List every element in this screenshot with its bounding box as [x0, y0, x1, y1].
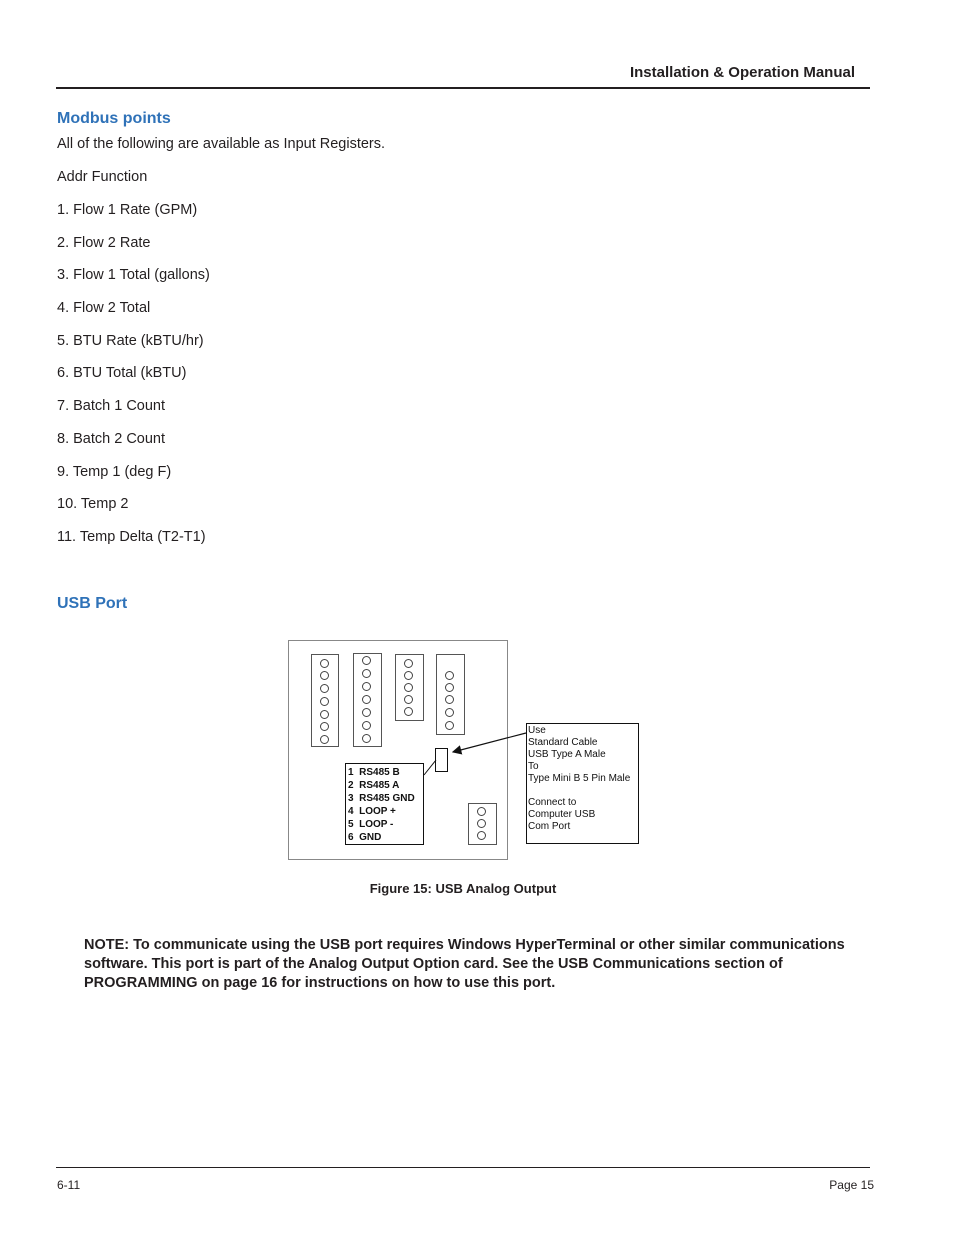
section-number: 6-11: [57, 1178, 81, 1192]
modbus-heading: Modbus points: [57, 110, 171, 127]
terminal-pin: [404, 707, 413, 716]
callout-line: To: [528, 761, 539, 772]
terminal-block-4: [436, 654, 465, 735]
terminal-pin: [445, 671, 454, 680]
header-rule: [56, 87, 870, 89]
callout-line: Connect to: [528, 797, 577, 808]
pinout-line: 1 RS485 B: [348, 767, 400, 778]
terminal-pin: [320, 697, 329, 706]
pinout-legend: [345, 763, 424, 845]
usb-cable-callout: [526, 723, 639, 844]
terminal-pin: [445, 695, 454, 704]
footer-rule: [56, 1167, 870, 1168]
terminal-block-5: [468, 803, 497, 845]
terminal-pin: [320, 684, 329, 693]
pinout-line: 3 RS485 GND: [348, 793, 415, 804]
terminal-pin: [477, 831, 486, 840]
terminal-pin: [477, 819, 486, 828]
terminal-pin: [445, 708, 454, 717]
terminal-pin: [445, 721, 454, 730]
terminal-pin: [362, 734, 371, 743]
usb-mini-b-port: [435, 748, 448, 772]
callout-line: Computer USB: [528, 809, 596, 820]
modbus-point: 11. Temp Delta (T2-T1): [57, 529, 206, 545]
terminal-pin: [362, 708, 371, 717]
terminal-pin: [320, 710, 329, 719]
terminal-pin: [404, 695, 413, 704]
modbus-intro: All of the following are available as Input Registers.: [57, 136, 386, 152]
pinout-line: 2 RS485 A: [348, 780, 400, 791]
terminal-block-2: [353, 653, 382, 747]
terminal-pin: [362, 695, 371, 704]
terminal-block-1: [311, 654, 339, 747]
figure-caption: Figure 15: USB Analog Output: [369, 881, 557, 896]
modbus-point: 3. Flow 1 Total (gallons): [57, 267, 210, 283]
terminal-pin: [404, 671, 413, 680]
modbus-point: 4. Flow 2 Total: [57, 300, 151, 316]
usb-heading: USB Port: [57, 595, 128, 612]
modbus-point: 6. BTU Total (kBTU): [57, 365, 187, 381]
callout-line: USB Type A Male: [528, 749, 606, 760]
modbus-point: 10. Temp 2: [57, 496, 129, 512]
terminal-pin: [320, 671, 329, 680]
terminal-pin: [445, 683, 454, 692]
terminal-pin: [404, 659, 413, 668]
modbus-point: 7. Batch 1 Count: [57, 398, 166, 414]
modbus-point: 5. BTU Rate (kBTU/hr): [57, 333, 204, 349]
callout-line: Type Mini B 5 Pin Male: [528, 773, 631, 784]
terminal-pin: [320, 659, 329, 668]
modbus-table-header: Addr Function: [57, 169, 148, 185]
terminal-pin: [320, 735, 329, 744]
terminal-pin: [362, 656, 371, 665]
pinout-line: 5 LOOP -: [348, 819, 394, 830]
terminal-pin: [320, 722, 329, 731]
manual-title: Installation & Operation Manual: [629, 64, 855, 81]
modbus-point: 9. Temp 1 (deg F): [57, 464, 172, 480]
terminal-pin: [477, 807, 486, 816]
terminal-pin: [362, 721, 371, 730]
terminal-block-3: [395, 654, 424, 721]
terminal-pin: [362, 682, 371, 691]
modbus-point: 8. Batch 2 Count: [57, 431, 166, 447]
callout-line: Standard Cable: [528, 737, 598, 748]
page-number: Page 15: [829, 1178, 874, 1192]
pinout-line: 4 LOOP +: [348, 806, 396, 817]
usb-note: NOTE: To communicate using the USB port requires Windows HyperTerminal or other similar communications software. This port is part of the Analog Output Option card. See the USB Communications section of PROGRAMMING on page 16 for instructions on how to use this port.: [84, 937, 845, 991]
callout-line: Use: [528, 725, 546, 736]
pinout-line: 6 GND: [348, 832, 382, 843]
callout-line: Com Port: [528, 821, 571, 832]
terminal-pin: [362, 669, 371, 678]
modbus-point: 1. Flow 1 Rate (GPM): [57, 202, 198, 218]
terminal-pin: [404, 683, 413, 692]
modbus-point: 2. Flow 2 Rate: [57, 235, 151, 251]
